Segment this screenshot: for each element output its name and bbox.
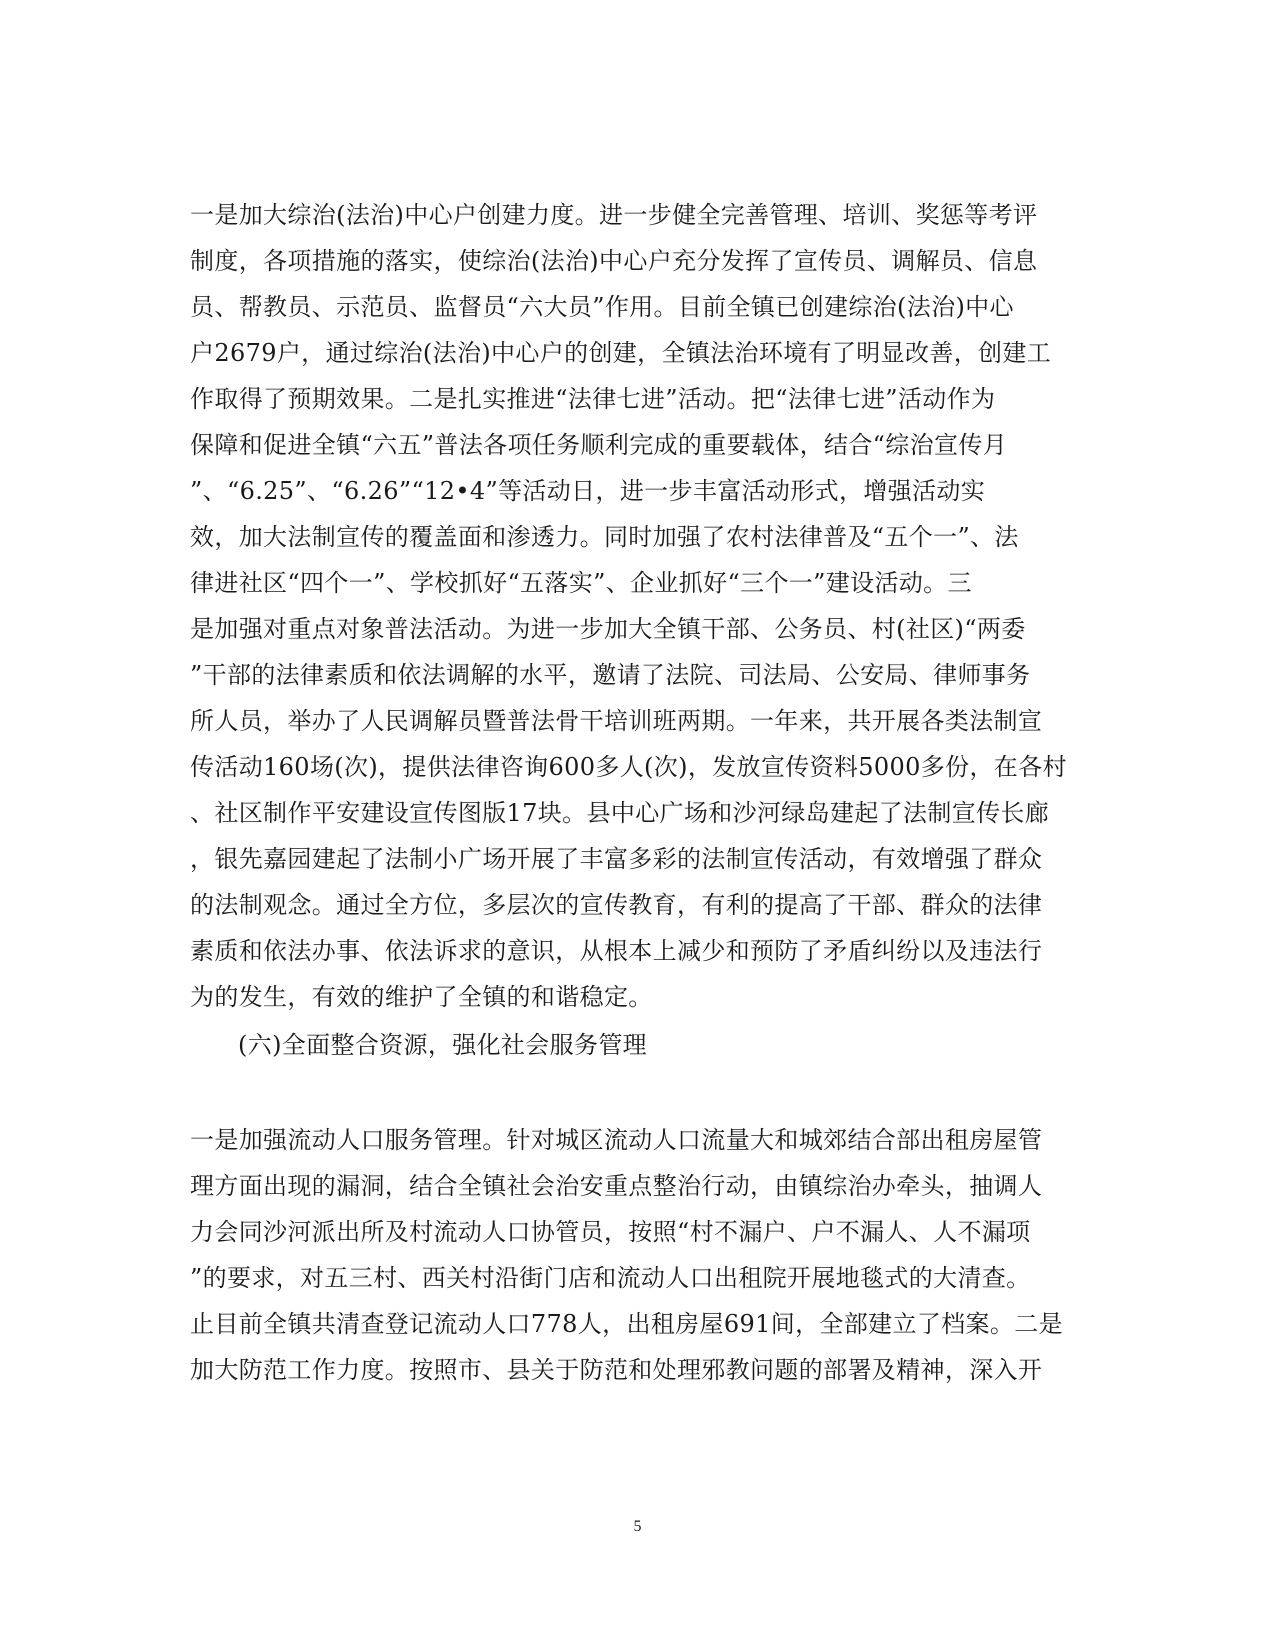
text-line: ”的要求，对五三村、西关村沿街门店和流动人口出租院开展地毯式的大清查。 <box>190 1264 1031 1292</box>
text-line: 制度，各项措施的落实，使综治(法治)中心户充分发挥了宣传员、调解员、信息 <box>190 247 1038 275</box>
text-line: 律进社区“四个一”、学校抓好“五落实”、企业抓好“三个一”建设活动。三 <box>190 569 972 597</box>
text-line: ”干部的法律素质和依法调解的水平，邀请了法院、司法局、公安局、律师事务 <box>190 661 1031 689</box>
text-line: 为的发生，有效的维护了全镇的和谐稳定。 <box>190 983 653 1011</box>
text-line: 户2679户，通过综治(法治)中心户的创建，全镇法治环境有了明显改善，创建工 <box>190 339 1052 367</box>
text-line: 的法制观念。通过全方位，多层次的宣传教育，有利的提高了干部、群众的法律 <box>190 891 1043 919</box>
text-line: 止目前全镇共清查登记流动人口778人，出租房屋691间，全部建立了档案。二是 <box>190 1310 1063 1338</box>
text-line: 所人员，举办了人民调解员暨普法骨干培训班两期。一年来，共开展各类法制宣 <box>190 707 1043 735</box>
text-line: 是加强对重点对象普法活动。为进一步加大全镇干部、公务员、村(社区)“两委 <box>190 615 1026 643</box>
text-line: 一是加强流动人口服务管理。针对城区流动人口流量大和城郊结合部出租房屋管 <box>190 1126 1043 1154</box>
text-line: 、社区制作平安建设宣传图版17块。县中心广场和沙河绿岛建起了法制宣传长廊 <box>190 799 1050 827</box>
text-line: 作取得了预期效果。二是扎实推进“法律七进”活动。把“法律七进”活动作为 <box>190 385 996 413</box>
text-line: 员、帮教员、示范员、监督员“六大员”作用。目前全镇已创建综治(法治)中心 <box>190 293 1014 321</box>
text-line: 保障和促进全镇“六五”普法各项任务顺利完成的重要载体，结合“综治宣传月 <box>190 431 1008 459</box>
text-line: 传活动160场(次)，提供法律咨询600多人(次)，发放宣传资料5000多份，在各村 <box>190 753 1067 781</box>
text-line: 效，加大法制宣传的覆盖面和渗透力。同时加强了农村法律普及“五个一”、法 <box>190 523 1019 551</box>
text-line: 力会同沙河派出所及村流动人口协管员，按照“村不漏户、户不漏人、人不漏项 <box>190 1218 1031 1246</box>
section-heading: (六)全面整合资源，强化社会服务管理 <box>238 1031 648 1059</box>
text-line: ”、“6.25”、“6.26”“12•4”等活动日，进一步丰富活动形式，增强活动实 <box>190 477 986 505</box>
text-line: ，银先嘉园建起了法制小广场开展了丰富多彩的法制宣传活动，有效增强了群众 <box>190 845 1043 873</box>
text-line: 加大防范工作力度。按照市、县关于防范和处理邪教问题的部署及精神，深入开 <box>190 1356 1043 1384</box>
text-line: 素质和依法办事、依法诉求的意识，从根本上减少和预防了矛盾纠纷以及违法行 <box>190 937 1043 965</box>
page-number: 5 <box>633 1518 642 1535</box>
text-line: 一是加大综治(法治)中心户创建力度。进一步健全完善管理、培训、奖惩等考评 <box>190 201 1038 229</box>
text-line: 理方面出现的漏洞，结合全镇社会治安重点整治行动，由镇综治办牵头，抽调人 <box>190 1172 1043 1200</box>
